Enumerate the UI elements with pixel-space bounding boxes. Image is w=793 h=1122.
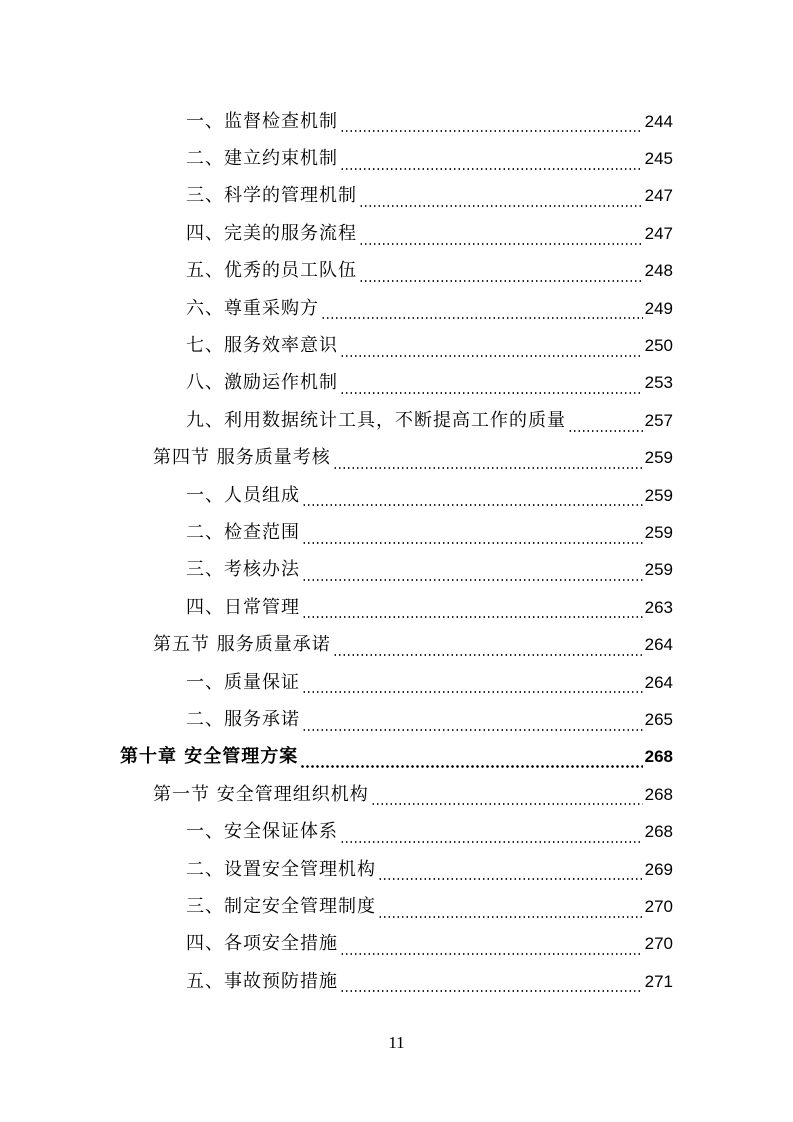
toc-dot-leader [302, 542, 643, 544]
toc-subsection-entry[interactable] [0, 813, 793, 850]
toc-entry-title: 六、尊重采购方 [186, 297, 319, 319]
toc-subsection-entry[interactable] [0, 851, 793, 888]
toc-entry-page-number: 265 [644, 709, 673, 729]
toc-entry-page-number: 264 [644, 635, 673, 655]
toc-entry-page-number: 259 [644, 560, 673, 580]
toc-entry-title: 三、科学的管理机制 [186, 185, 357, 207]
toc-subsection-entry[interactable] [0, 664, 793, 701]
toc-subsection-entry[interactable] [0, 402, 793, 439]
toc-dot-leader [302, 504, 643, 506]
toc-entry-title: 九、利用数据统计工具，不断提高工作的质量 [186, 409, 566, 431]
toc-entry-page-number: 253 [644, 373, 673, 393]
toc-dot-leader [333, 467, 643, 469]
toc-subsection-entry[interactable] [0, 215, 793, 252]
toc-section-entry[interactable] [0, 440, 793, 477]
toc-subsection-entry[interactable] [0, 926, 793, 963]
toc-dot-leader [302, 729, 643, 731]
toc-dot-leader [302, 691, 643, 693]
toc-entry-page-number: 270 [644, 934, 673, 954]
toc-entry-title: 五、事故预防措施 [186, 970, 338, 992]
toc-subsection-entry[interactable] [0, 552, 793, 589]
toc-subsection-entry[interactable] [0, 253, 793, 290]
toc-section-entry[interactable] [0, 626, 793, 663]
toc-entry-title: 八、激励运作机制 [186, 372, 338, 394]
toc-entry-title: 四、日常管理 [186, 596, 300, 618]
toc-dot-leader [302, 616, 643, 618]
toc-entry-page-number: 245 [644, 149, 673, 169]
toc-dot-leader [359, 205, 643, 207]
toc-subsection-entry[interactable] [0, 888, 793, 925]
toc-dot-leader [359, 243, 643, 245]
toc-dot-leader [340, 841, 643, 843]
toc-entry-title: 一、质量保证 [186, 671, 300, 693]
toc-entry-title: 三、考核办法 [186, 559, 300, 581]
toc-entry-page-number: 259 [644, 485, 673, 505]
toc-dot-leader [568, 430, 643, 432]
toc-dot-leader [340, 392, 643, 394]
toc-dot-leader [300, 765, 642, 768]
toc-entry-page-number: 268 [644, 784, 673, 804]
toc-entry-page-number: 250 [644, 336, 673, 356]
toc-entry-page-number: 257 [644, 410, 673, 430]
toc-entry-list [0, 103, 793, 1000]
toc-dot-leader [378, 916, 643, 918]
table-of-contents [0, 103, 793, 1000]
toc-subsection-entry[interactable] [0, 140, 793, 177]
toc-entry-title: 第一节 安全管理组织机构 [153, 783, 369, 805]
toc-dot-leader [340, 990, 643, 992]
toc-dot-leader [340, 355, 643, 357]
toc-entry-page-number: 268 [644, 747, 673, 767]
toc-entry-page-number: 247 [644, 186, 673, 206]
toc-entry-title: 四、各项安全措施 [186, 933, 338, 955]
toc-entry-title: 一、安全保证体系 [186, 821, 338, 843]
toc-entry-title: 一、人员组成 [186, 484, 300, 506]
toc-subsection-entry[interactable] [0, 514, 793, 551]
toc-entry-title: 一、监督检查机制 [186, 110, 338, 132]
toc-entry-title: 五、优秀的员工队伍 [186, 260, 357, 282]
toc-entry-title: 二、检查范围 [186, 521, 300, 543]
toc-entry-title: 二、建立约束机制 [186, 148, 338, 170]
toc-dot-leader [378, 878, 643, 880]
toc-entry-title: 二、设置安全管理机构 [186, 858, 376, 880]
toc-entry-page-number: 264 [644, 672, 673, 692]
toc-entry-page-number: 249 [644, 298, 673, 318]
toc-subsection-entry[interactable] [0, 963, 793, 1000]
toc-subsection-entry[interactable] [0, 365, 793, 402]
toc-entry-page-number: 269 [644, 859, 673, 879]
toc-dot-leader [359, 280, 643, 282]
toc-section-entry[interactable] [0, 776, 793, 813]
toc-subsection-entry[interactable] [0, 178, 793, 215]
toc-subsection-entry[interactable] [0, 327, 793, 364]
toc-entry-page-number: 259 [644, 448, 673, 468]
toc-chapter-entry[interactable] [0, 739, 793, 776]
toc-subsection-entry[interactable] [0, 103, 793, 140]
toc-subsection-entry[interactable] [0, 589, 793, 626]
toc-entry-title: 七、服务效率意识 [186, 335, 338, 357]
toc-subsection-entry[interactable] [0, 701, 793, 738]
toc-entry-page-number: 268 [644, 822, 673, 842]
toc-entry-page-number: 259 [644, 522, 673, 542]
toc-entry-page-number: 271 [644, 971, 673, 991]
toc-entry-title: 第十章 安全管理方案 [120, 746, 299, 768]
toc-subsection-entry[interactable] [0, 477, 793, 514]
toc-entry-page-number: 263 [644, 597, 673, 617]
toc-dot-leader [321, 317, 643, 319]
toc-entry-page-number: 247 [644, 223, 673, 243]
toc-dot-leader [340, 168, 643, 170]
toc-entry-page-number: 244 [644, 111, 673, 131]
toc-dot-leader [333, 654, 643, 656]
toc-entry-title: 二、服务承诺 [186, 708, 300, 730]
toc-entry-title: 三、制定安全管理制度 [186, 895, 376, 917]
toc-dot-leader [340, 130, 643, 132]
page-number: 11 [388, 1033, 405, 1052]
toc-subsection-entry[interactable] [0, 290, 793, 327]
toc-entry-page-number: 270 [644, 896, 673, 916]
toc-dot-leader [371, 803, 643, 805]
toc-dot-leader [302, 579, 643, 581]
toc-entry-page-number: 248 [644, 261, 673, 281]
toc-entry-title: 第五节 服务质量承诺 [153, 634, 331, 656]
toc-dot-leader [340, 953, 643, 955]
toc-entry-title: 第四节 服务质量考核 [153, 447, 331, 469]
toc-entry-title: 四、完美的服务流程 [186, 222, 357, 244]
